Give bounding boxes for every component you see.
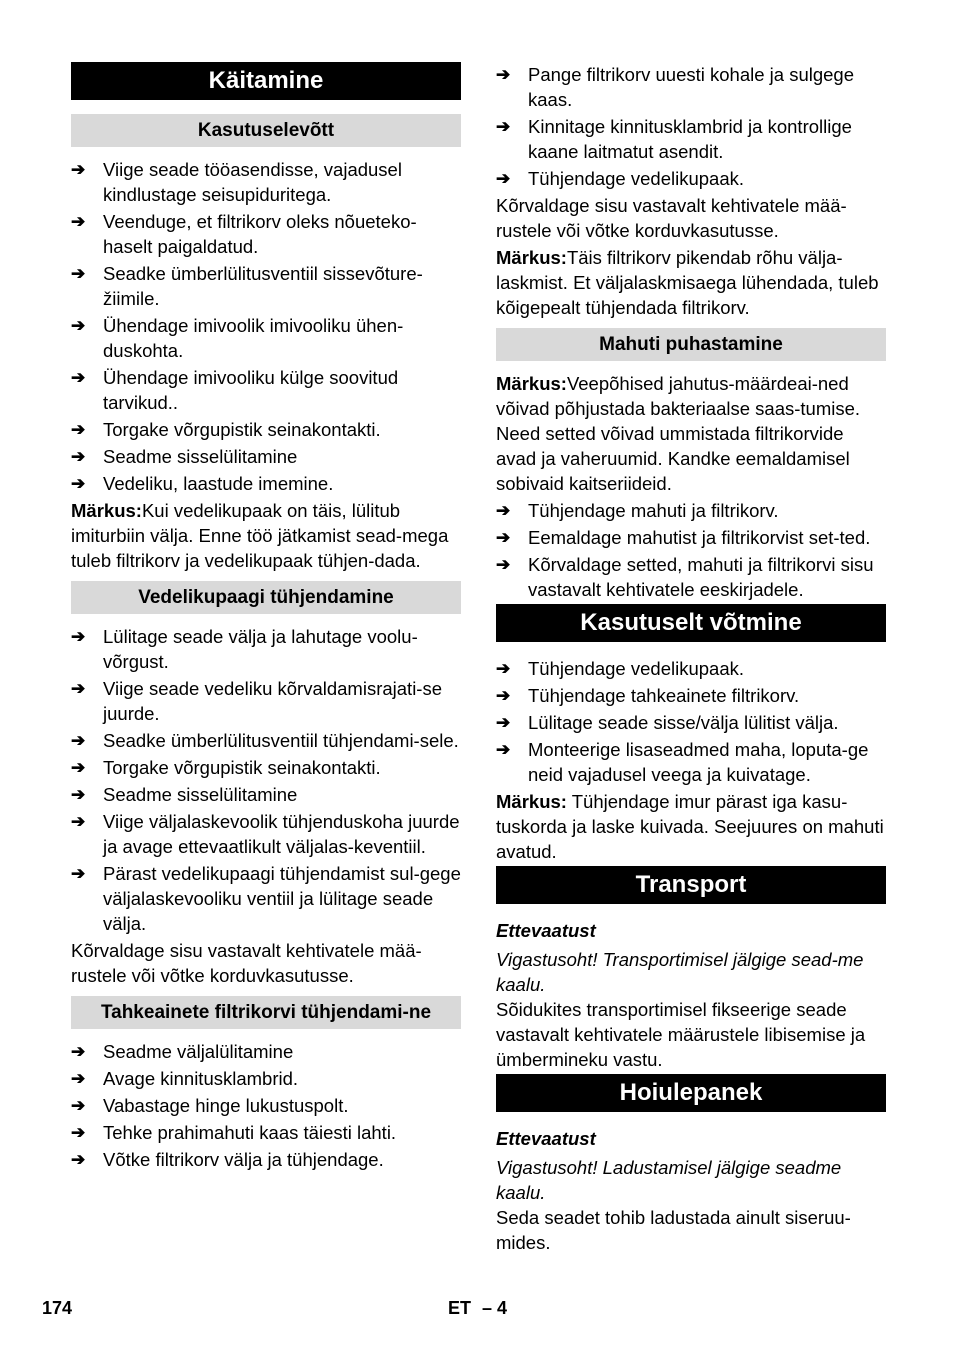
warning-text: Vigastusoht! Transportimisel jälgige sead-me kaalu. [496,949,864,995]
note-label: Märkus: [496,373,567,394]
note-text: Tühjendage imur pärast iga kasu-tuskorda ja laske kuivada. Seejuures on mahuti avatud. [496,791,884,862]
note-label: Märkus: [71,500,142,521]
instruction-item [71,1039,461,1064]
instruction-item [71,417,461,442]
instruction-text: Veenduge, et filtrikorv oleks nõueteko-haselt paigaldatud. [103,211,417,257]
instruction-text: Viige väljalaskevoolik tühjenduskoha juurde ja avage ettevaatlikult väljalas-keventiil. [103,811,460,857]
instruction-text: Kõrvaldage setted, mahuti ja filtrikorvi sisu vastavalt kehtivatele eeskirjadele. [528,554,874,600]
note-text: Kui vedelikupaak on täis, lülitub imiturbiin välja. Enne töö jätkamist sead-mega tuleb filtrikorv ja vedelikupaak tühjen-dada. [71,500,449,571]
instruction-text: Lülitage seade välja ja lahutage voolu-võrgust. [103,626,418,672]
arrow-icon: ➔ [71,1042,86,1061]
note-text: Täis filtrikorv pikendab rõhu välja-laskmist. Et väljalaskmisaega lühendada, tuleb kõigepealt tühjendada filtrikorv. [496,247,879,318]
subsection-heading: Mahuti puhastamine [496,328,886,361]
subsection-heading: Kasutuselevõtt [71,114,461,147]
instruction-item [71,1093,461,1118]
arrow-icon: ➔ [496,117,511,136]
instruction-item [71,624,461,674]
note [496,245,886,320]
instruction-item [71,261,461,311]
instruction-text: Tehke prahimahuti kaas täiesti lahti. [103,1122,397,1143]
section-heading: Käitamine [71,62,461,100]
arrow-icon: ➔ [71,316,86,335]
instruction-item [71,444,461,469]
arrow-icon: ➔ [71,160,86,179]
arrow-icon: ➔ [71,627,86,646]
instruction-item [496,737,886,787]
instruction-item [71,1120,461,1145]
instruction-item [496,498,886,523]
arrow-icon: ➔ [71,785,86,804]
instruction-text: Tühjendage mahuti ja filtrikorv. [528,500,779,521]
instruction-text: Eemaldage mahutist ja filtrikorvist set-ted. [528,527,871,548]
arrow-icon: ➔ [71,420,86,439]
instruction-item [71,782,461,807]
instruction-text: Monteerige lisaseadmed maha, loputa-ge neid vajadusel veega ja kuivatage. [528,739,869,785]
instruction-text: Vabastage hinge lukustuspolt. [103,1095,349,1116]
instruction-item [496,683,886,708]
instruction-text: Seadme sisselülitamine [103,446,298,467]
arrow-icon: ➔ [496,65,511,84]
instruction-text: Seadke ümberlülitusventiil sissevõture-žiimile. [103,263,423,309]
note-text: Veepõhised jahutus-määrdeai-ned võivad põhjustada bakteriaalse saas-tumise. Need setted võivad ummistada filtrikorvide avad ja vaheruumid. Kandke eemaldamisel sobivaid kaitseriideid. [496,373,861,494]
instruction-text: Pärast vedelikupaagi tühjendamist sul-gege väljalaskevooliku ventiil ja lülitage seade välja. [103,863,461,934]
page-number: 174 [42,1298,73,1318]
arrow-icon: ➔ [496,740,511,759]
instruction-text: Seadke ümberlülitusventiil tühjendami-sele. [103,730,459,751]
instruction-text: Võtke filtrikorv välja ja tühjendage. [103,1149,384,1170]
instruction-item [71,471,461,496]
arrow-icon: ➔ [71,264,86,283]
instruction-text: Vedeliku, laastude imemine. [103,473,334,494]
instruction-text: Tühjendage vedelikupaak. [528,168,744,189]
arrow-icon: ➔ [496,713,511,732]
instruction-item [71,1066,461,1091]
section-heading: Transport [496,866,886,904]
note [496,789,886,864]
arrow-icon: ➔ [71,1069,86,1088]
instruction-text: Pange filtrikorv uuesti kohale ja sulgege kaas. [528,64,854,110]
arrow-icon: ➔ [71,679,86,698]
arrow-icon: ➔ [496,501,511,520]
paragraph: Kõrvaldage sisu vastavalt kehtivatele mää-rustele või võtke korduvkasutusse. [71,940,422,986]
note-label: Märkus: [496,791,567,812]
instruction-text: Viige seade vedeliku kõrvaldamisrajati-se juurde. [103,678,442,724]
instruction-item [71,809,461,859]
instruction-text: Viige seade tööasendisse, vajadusel kindlustage seisupiduritega. [103,159,402,205]
arrow-icon: ➔ [496,659,511,678]
instruction-item [496,552,886,602]
arrow-icon: ➔ [496,169,511,188]
instruction-item [496,656,886,681]
warning-text: Vigastusoht! Ladustamisel jälgige seadme kaalu. [496,1157,842,1203]
arrow-icon: ➔ [71,447,86,466]
instruction-item [71,755,461,780]
instruction-item [71,861,461,936]
caution-label: Ettevaatust [496,920,596,941]
arrow-icon: ➔ [71,864,86,883]
caution-label: Ettevaatust [496,1128,596,1149]
instruction-text: Ühendage imivoolik imivooliku ühen-duskohta. [103,315,404,361]
arrow-icon: ➔ [496,686,511,705]
arrow-icon: ➔ [71,212,86,231]
note-label: Märkus: [496,247,567,268]
instruction-item [496,62,886,112]
arrow-icon: ➔ [71,368,86,387]
note [71,498,461,573]
instruction-item [71,1147,461,1172]
instruction-item [71,157,461,207]
arrow-icon: ➔ [496,555,511,574]
arrow-icon: ➔ [71,474,86,493]
arrow-icon: ➔ [71,1096,86,1115]
section-heading: Kasutuselt võtmine [496,604,886,642]
paragraph: Kõrvaldage sisu vastavalt kehtivatele mää-rustele või võtke korduvkasutusse. [496,195,847,241]
instruction-item [71,365,461,415]
instruction-item [496,710,886,735]
language-code: ET [448,1298,472,1318]
section-number: – 4 [482,1298,508,1318]
instruction-item [71,676,461,726]
section-heading: Hoiulepanek [496,1074,886,1112]
arrow-icon: ➔ [71,758,86,777]
instruction-item [71,209,461,259]
instruction-text: Ühendage imivooliku külge soovitud tarvikud.. [103,367,399,413]
instruction-text: Torgake võrgupistik seinakontakti. [103,419,381,440]
instruction-item [496,166,886,191]
instruction-text: Seadme väljalülitamine [103,1041,294,1062]
instruction-text: Lülitage seade sisse/välja lülitist välja. [528,712,839,733]
instruction-text: Seadme sisselülitamine [103,784,298,805]
arrow-icon: ➔ [71,812,86,831]
instruction-item [496,114,886,164]
arrow-icon: ➔ [71,1150,86,1169]
arrow-icon: ➔ [71,731,86,750]
left-column [71,62,461,1174]
instruction-item [496,525,886,550]
subsection-heading: Vedelikupaagi tühjendamine [71,581,461,614]
right-column [496,62,886,1257]
subsection-heading: Tahkeainete filtrikorvi tühjendami-ne [71,996,461,1029]
instruction-text: Tühjendage tahkeainete filtrikorv. [528,685,800,706]
paragraph: Sõidukites transportimisel fikseerige seade vastavalt kehtivatele määrustele libisemise ja ümbermineku vastu. [496,999,866,1070]
arrow-icon: ➔ [496,528,511,547]
instruction-text: Avage kinnitusklambrid. [103,1068,299,1089]
instruction-text: Kinnitage kinnitusklambrid ja kontrollige kaane laitmatut asendit. [528,116,852,162]
note [496,371,886,496]
arrow-icon: ➔ [71,1123,86,1142]
instruction-item [71,313,461,363]
instruction-item [71,728,461,753]
instruction-text: Torgake võrgupistik seinakontakti. [103,757,381,778]
paragraph: Seda seadet tohib ladustada ainult siseruu-mides. [496,1207,851,1253]
instruction-text: Tühjendage vedelikupaak. [528,658,744,679]
